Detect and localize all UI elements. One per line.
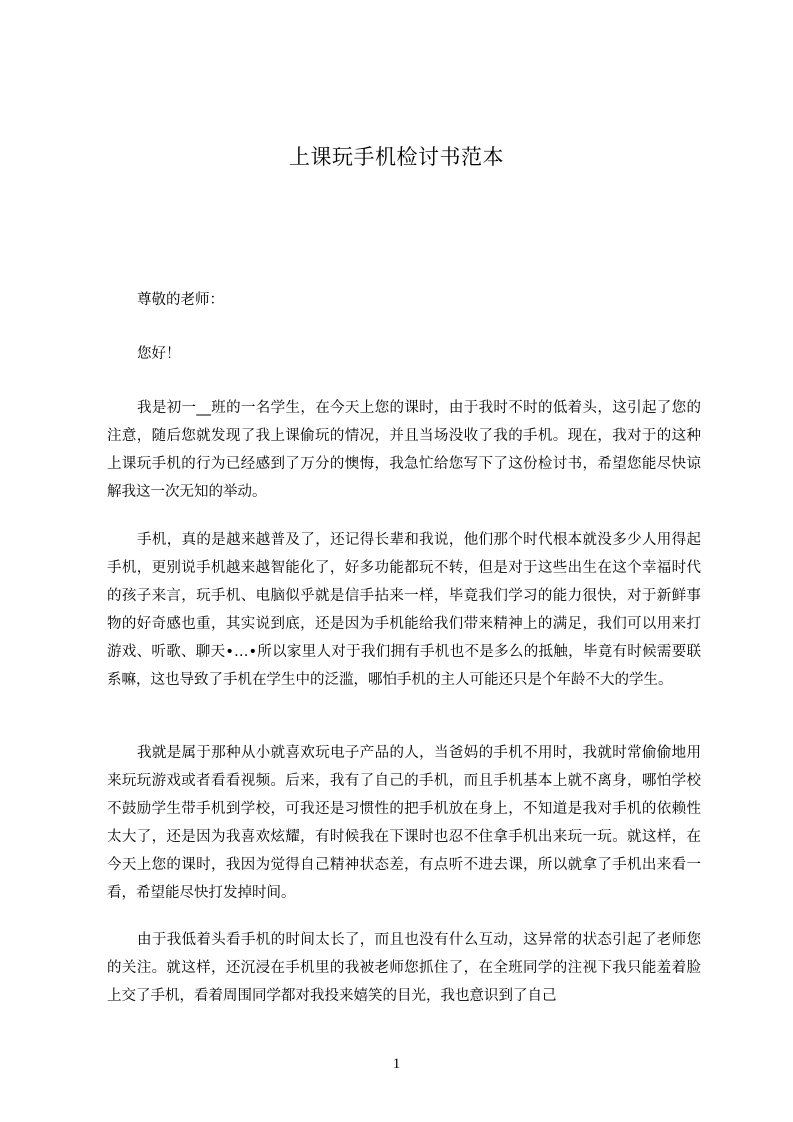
page-number: 1: [392, 1056, 401, 1072]
paragraph-1: 我是初一__班的一名学生，在今天上您的课时，由于我时不时的低着头，这引起了您的注意，随后您就发现了我上课偷玩的情况，并且当场没收了我的手机。现在，我对于的这种上课玩手机的行为已经感到了万分的懊悔，我急忙给您写下了这份检讨书，希望您能尽快谅解我这一次无知的举动。: [107, 400, 701, 500]
greeting: 您好！: [137, 346, 181, 362]
paragraph-3: 我就是属于那种从小就喜欢玩电子产品的人，当爸妈的手机不用时，我就时常偷偷地用来玩玩游戏或者看看视频。后来，我有了自己的手机，而且手机基本上就不离身，哪怕学校不鼓励学生带手机到学校，可我还是习惯性的把手机放在身上，不知道是我对手机的依赖性太大了，还是因为我喜欢炫耀，有时候我在下课时也忍不住拿手机出来玩一玩。就这样，在今天上您的课时，我因为觉得自己精神状态差，有点听不进去课，所以就拿了手机出来看一看，希望能尽快打发掉时间。: [107, 745, 701, 901]
paragraph-2: 手机，真的是越来越普及了，还记得长辈和我说，他们那个时代根本就没多少人用得起手机，更别说手机越来越智能化了，好多功能都玩不转，但是对于这些出生在这个幸福时代的孩子来言，玩手机、电脑似乎就是信手拈来一样，毕竟我们学习的能力很快，对于新鲜事物的好奇感也重，其实说到底，还是因为手机能给我们带来精神上的满足，我们可以用来打游戏、听歌、聊天•…•所以家里人对于我们拥有手机也不是多么的抵触，毕竟有时候需要联系嘛，这也导致了手机在学生中的泛滥，哪怕手机的主人可能还只是个年龄不大的学生。: [107, 532, 701, 688]
paragraph-4: 由于我低着头看手机的时间太长了，而且也没有什么互动，这异常的状态引起了老师您的关注。就这样，还沉浸在手机里的我被老师您抓住了，在全班同学的注视下我只能羞着脸上交了手机，看着周围同学都对我投来嬉笑的目光，我也意识到了自己: [107, 932, 701, 1004]
document-title: 上课玩手机检讨书范本: [289, 145, 504, 169]
salutation: 尊敬的老师：: [137, 292, 224, 308]
